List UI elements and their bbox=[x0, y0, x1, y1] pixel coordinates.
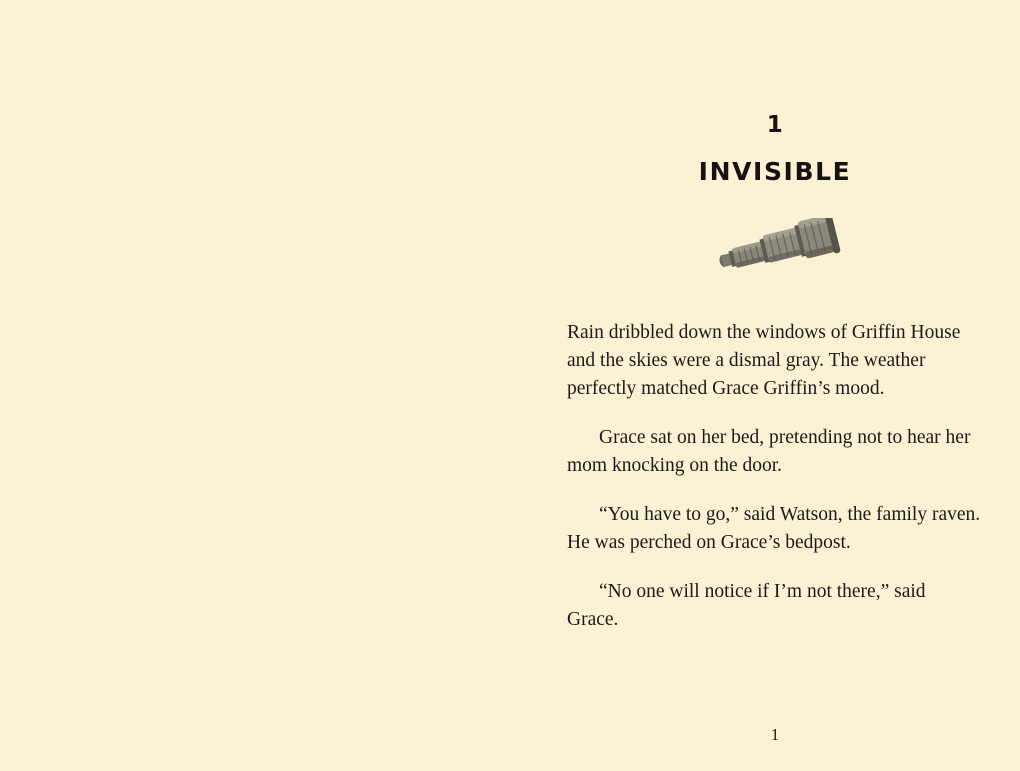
chapter-body-text bbox=[567, 319, 981, 634]
paragraph: Rain dribbled down the windows of Griffin House and the skies were a dismal gray. The weather perfectly matched Grace Griffin’s mood. bbox=[567, 322, 961, 399]
spyglass-telescope-illustration bbox=[567, 215, 983, 273]
paragraph: “You have to go,” said Watson, the family raven. He was perched on Grace’s bedpost. bbox=[567, 504, 981, 553]
paragraph: “No one will notice if I’m not there,” said Grace. bbox=[567, 581, 926, 630]
page-number: 1 bbox=[770, 725, 780, 744]
chapter-number: 1 bbox=[766, 112, 784, 138]
page-content-column bbox=[567, 0, 983, 771]
chapter-title: INVISIBLE bbox=[698, 157, 852, 186]
paragraph: Grace sat on her bed, pretending not to hear her mom knocking on the door. bbox=[567, 427, 971, 476]
